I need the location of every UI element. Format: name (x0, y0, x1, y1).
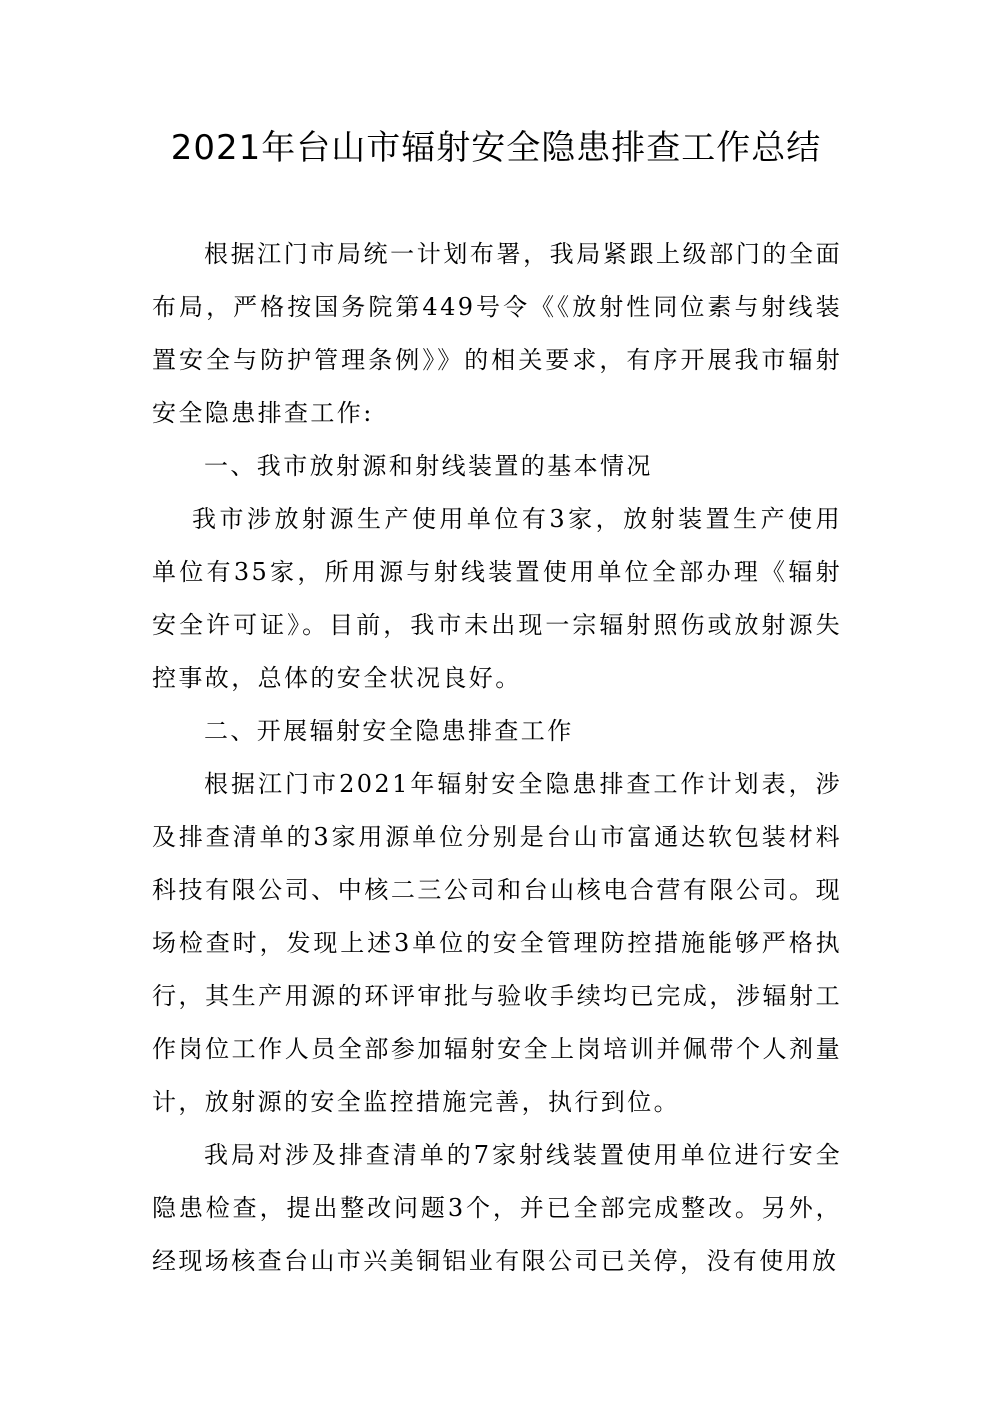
document-title: 2021年台山市辐射安全隐患排查工作总结 (170, 128, 822, 168)
section-1-paragraph: 我市涉放射源生产使用单位有3家，放射装置生产使用单位有35家，所用源与射线装置使用单位全部办理《辐射安全许可证》。目前，我市未出现一宗辐射照伤或放射源失控事故，总体的安全状况良好。 (152, 505, 842, 692)
section-2-heading: 二、开展辐射安全隐患排查工作 (204, 717, 574, 745)
intro-paragraph: 根据江门市局统一计划布署，我局紧跟上级部门的全面布局，严格按国务院第449号令《《放射性同位素与射线装置安全与防护管理条例》》的相关要求，有序开展我市辐射安全隐患排查工作: (152, 240, 842, 427)
section-2-paragraph-1: 根据江门市2021年辐射安全隐患排查工作计划表，涉及排查清单的3家用源单位分别是台山市富通达软包装材料科技有限公司、中核二三公司和台山核电合营有限公司。现场检查时，发现上述3单位的安全管理防控措施能够严格执行，其生产用源的环评审批与验收手续均已完成，涉辐射工作岗位工作人员全部参加辐射安全上岗培训并佩带个人剂量计，放射源的安全监控措施完善，执行到位。 (152, 770, 842, 1116)
section-1-heading: 一、我市放射源和射线装置的基本情况 (204, 452, 653, 480)
section-2-paragraph-2: 我局对涉及排查清单的7家射线装置使用单位进行安全隐患检查，提出整改问题3个，并已全部完成整改。另外，经现场核查台山市兴美铜铝业有限公司已关停，没有使用放 (152, 1141, 842, 1275)
document-body (152, 228, 842, 1288)
